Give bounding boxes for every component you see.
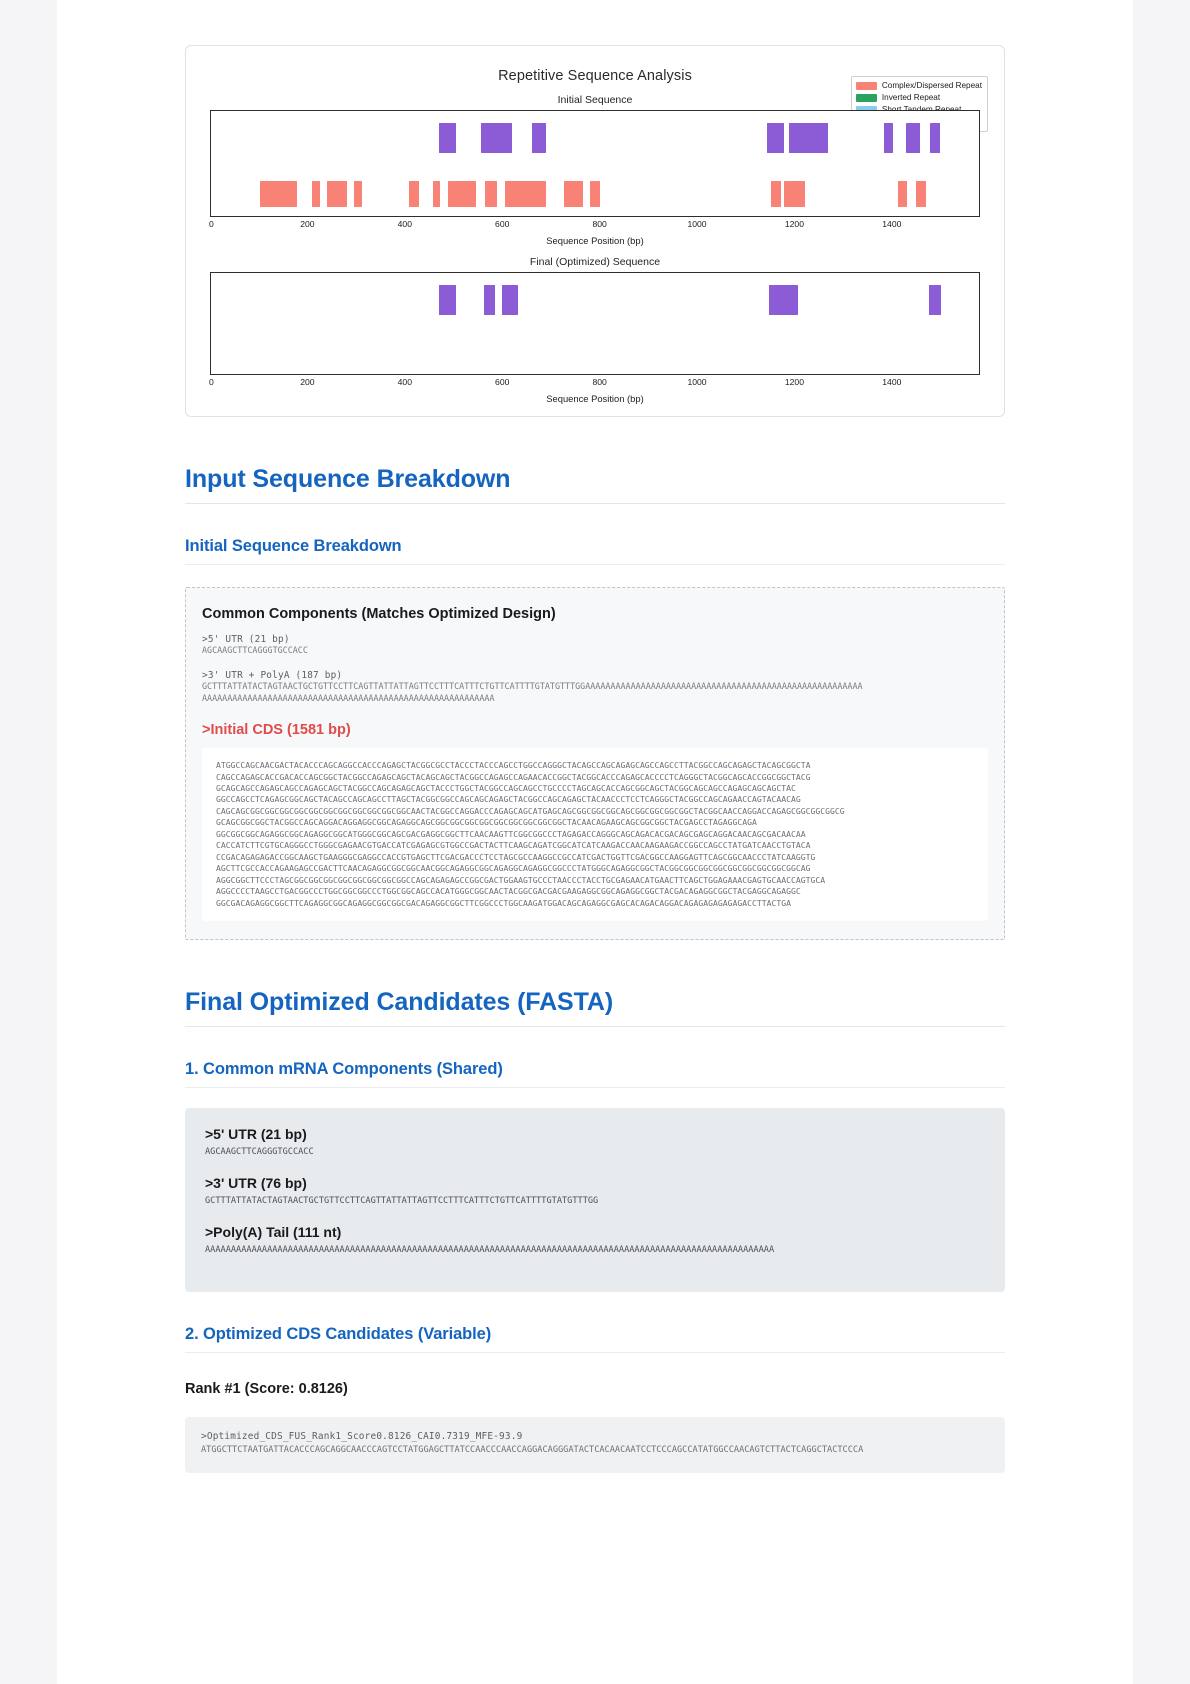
figure-title: Repetitive Sequence Analysis: [498, 68, 692, 84]
axis-tick-label: 1200: [784, 219, 804, 229]
axis-tick-label: 400: [397, 377, 412, 387]
axis-tick-label: 1400: [882, 219, 902, 229]
common-mrna-components-panel: [185, 1108, 1005, 1292]
utr3-header: >3' UTR + PolyA (187 bp): [202, 670, 343, 682]
feature-block: [484, 285, 495, 315]
mrna-utr3-sequence: GCTTTATTATACTAGTAACTGCTGTTCCTTCAGTTATTATTAGTTCCTTTCATTTCTGTTCATTTTGTATGTTTGG: [205, 1195, 599, 1206]
axis-tick-label: 800: [592, 377, 607, 387]
axis-tick-label: 1400: [882, 377, 902, 387]
feature-block: [590, 181, 600, 207]
axis-tick-label: 600: [495, 377, 510, 387]
feature-block: [439, 285, 456, 315]
legend-swatch-icon: [856, 94, 877, 102]
mrna-utr5-sequence: AGCAAGCTTCAGGGTGCCACC: [205, 1147, 314, 1158]
initial-cds-header: >Initial CDS (1581 bp): [202, 722, 351, 739]
rank1-fasta-panel: [185, 1417, 1005, 1473]
legend-label: Complex/Dispersed Repeat: [881, 80, 982, 90]
feature-block: [771, 181, 781, 207]
document-body: [57, 0, 1133, 1684]
initial-cds-line-9: CCGACAGAGAGACCGGCAAGCTGAAGGGCGAGGCCACCGTGAGCTTCGACGACCCTCCTAGCGCCAAGGCCGCCATCGACTGGTTCGACGGCCAAGGAGTTCAGCGGCAACCCTATCAAGGTG: [216, 851, 816, 862]
initial-cds-sequence-box: [202, 748, 988, 921]
initial-cds-line-13: GGCGACAGAGGCGGCTTCAGAGGCGGCAGAGGCGGCGGCGACAGAGGCGGCTTCGGCCCTGGCAAGATGGACAGCAGAGGCGAGCACAGACAGGACAGAGAGAGAGAGACCTTACTGA: [216, 897, 791, 908]
feature-block: [532, 123, 547, 153]
axis-tick-label: 800: [592, 219, 607, 229]
feature-block: [767, 123, 784, 153]
feature-block: [312, 181, 320, 207]
feature-block: [769, 285, 798, 315]
axis-tick-label: 400: [397, 219, 412, 229]
initial-cds-line-12: AGGCCCCTAAGCCTGACGGCCCTGGCGGCGGCCCTGGCGGCAGCCACATGGGCGGCAACTACGGCGACGACGAAGAGGCGGCAGAGGCGGCTACGACAGAGGCGGCTACGAGGCAGAGGC: [216, 886, 801, 897]
axis-tick-label: 1200: [784, 377, 804, 387]
axis-tick-label: 200: [300, 219, 315, 229]
axis-tick-label: 1000: [687, 377, 707, 387]
mrna-utr3-header: >3' UTR (76 bp): [205, 1174, 307, 1191]
feature-block: [789, 123, 828, 153]
legend-item-1: [856, 92, 982, 104]
initial-sequence-axis: [210, 217, 980, 237]
mrna-polya-header: >Poly(A) Tail (111 nt): [205, 1223, 342, 1240]
initial-cds-line-11: AGGCGGCTTCCCTAGCGGCGGCGGCGGCGGCGGCGGCGGCCAGCAGAGAGCCGGCGACTGGAAGTGCCCTAACCCTACCTGCGAGAACATGAACTTCAGCTGGAGAAACGAGTGCAACCAGTGCA: [216, 874, 826, 885]
final-sequence-track: [210, 272, 980, 375]
feature-block: [433, 181, 441, 207]
feature-block: [930, 123, 940, 153]
track1-title: Initial Sequence: [557, 94, 633, 106]
initial-cds-line-4: GGCCAGCCTCAGAGCGGCAGCTACAGCCAGCAGCCTTAGCTACGGCGGCCAGCAGCAGAGCTACGGCCAGCAGAGCTACAACCCTCCTCAGGGCTACGGCCAGCAGAACCAGTACAACAG: [216, 794, 801, 805]
axis-tick-label: 200: [300, 377, 315, 387]
axis-tick-label: 0: [209, 219, 214, 229]
utr5-block: [202, 634, 988, 656]
final-optimized-candidates-heading: Final Optimized Candidates (FASTA): [185, 988, 1005, 1027]
mrna-utr5-header: >5' UTR (21 bp): [205, 1126, 307, 1143]
utr3-polya-block: [202, 670, 988, 704]
repetitive-sequence-figure-card: [185, 45, 1005, 417]
rank1-heading: Rank #1 (Score: 0.8126): [185, 1381, 348, 1398]
feature-block: [409, 181, 419, 207]
initial-cds-line-7: GGCGGCGGCAGAGGCGGCAGAGGCGGCATGGGCGGCAGCGACGAGGCGGCTTCAACAAGTTCGGCGGCCCTAGAGACCAGGGCAGCAGACACGACAGCGAGCAGGACAACAGCGACAACAA: [216, 828, 806, 839]
feature-block: [898, 181, 906, 207]
input-sequence-breakdown-heading: Input Sequence Breakdown: [185, 465, 1005, 504]
legend-label: Inverted Repeat: [881, 92, 941, 102]
feature-block: [481, 123, 513, 153]
common-components-title: Common Components (Matches Optimized Design): [202, 606, 556, 622]
common-components-panel: [185, 587, 1005, 940]
feature-block: [485, 181, 496, 207]
optimized-cds-candidates-heading: 2. Optimized CDS Candidates (Variable): [185, 1325, 1005, 1353]
initial-cds-line-5: CAGCAGCGGCGGCGGCGGCGGCGGCGGCGGCGGCGGCGGCAACTACGGCCAGGACCCAGAGCAGCATGAGCAGCGGCGGCGGCAGCGGCGGCGGCGGCTACGGCAACCAGGACCAGAGCGGCGGCGGCG: [216, 805, 845, 816]
feature-block: [502, 285, 518, 315]
feature-block: [439, 123, 456, 153]
feature-block: [354, 181, 362, 207]
axis-tick-label: 1000: [687, 219, 707, 229]
feature-block: [564, 181, 582, 207]
track2-title: Final (Optimized) Sequence: [529, 256, 661, 268]
initial-cds-line-10: AGCTTCGCCACCAGAAGAGCCGACTTCAACAGAGGCGGCGGCAACGGCAGAGGCGGCAGAGGCAGAGGCGGCCCTATGGGCAGAGGCGGCTACGGCGGCGGCGGCGGCGGCGGCGGCGGCAG: [216, 863, 811, 874]
feature-block: [260, 181, 298, 207]
initial-cds-line-1: ATGGCCAGCAACGACTACACCCAGCAGGCCACCCAGAGCTACGGCGCCTACCCTACCCAGCCTGGCCAGGGCTACAGCCAGCAGAGCAGCCAGCCTTACGGCCAGCAGAGCTACAGCGGCTA: [216, 760, 811, 771]
feature-block: [784, 181, 804, 207]
feature-block: [505, 181, 546, 207]
rank1-sequence: ATGGCTTCTAATGATTACACCCAGCAGGCAACCCAGTCCTATGGAGCTTATCCAACCCAACCAGGACAGGGATACTCACAACAATCCTCCCAGCCATATGGCCAACAGTCTTACTCAGGCTACTCCCA: [201, 1445, 864, 1456]
axis-tick-label: 600: [495, 219, 510, 229]
rank1-fasta-header: >Optimized_CDS_FUS_Rank1_Score0.8126_CAI0.7319_MFE-93.9: [201, 1431, 523, 1443]
initial-cds-line-6: GCAGCGGCGGCTACGGCCAGCAGGACAGGAGGCGGCAGAGGCAGCGGCGGCGGCGGCGGCGGCGGCGGCGGCTACAACAGAAGCAGCGGCGGCTACGAGCCTAGAGGCAGA: [216, 817, 757, 828]
feature-block: [916, 181, 926, 207]
legend-item-0: [856, 80, 982, 92]
utr3-sequence-line-1: GCTTTATTATACTAGTAACTGCTGTTCCTTCAGTTATTATTAGTTCCTTTCATTTCTGTTCATTTTGTATGTTTGGAAAAAAAAAAAAAAAAAAAAAAAAAAAAAAAAAAAAAAAAAAAAAAAAAAAAAAA: [202, 681, 863, 692]
mrna-polya-sequence: AAAAAAAAAAAAAAAAAAAAAAAAAAAAAAAAAAAAAAAAAAAAAAAAAAAAAAAAAAAAAAAAAAAAAAAAAAAAAAAAAAAAAAAAAAAAAAAAAAAAAAAAAAAAAA: [205, 1244, 775, 1255]
initial-sequence-track: [210, 110, 980, 217]
feature-block: [448, 181, 476, 207]
legend-swatch-icon: [856, 82, 877, 90]
final-sequence-axis: [210, 375, 980, 395]
initial-cds-line-3: GCAGCAGCCAGAGCAGCCAGAGCAGCTACGGCCAGCAGAGCAGCTACCCTGGCTACGGCCAGCAGCCTGCCCCTAGCAGCACCAGCGGCAGCTACGGCAGCAGCCAGAGCAGCAGCTAC: [216, 783, 796, 793]
utr3-sequence-line-2: AAAAAAAAAAAAAAAAAAAAAAAAAAAAAAAAAAAAAAAAAAAAAAAAAAAAAAAAAA: [202, 692, 495, 703]
common-mrna-components-heading: 1. Common mRNA Components (Shared): [185, 1060, 1005, 1088]
initial-cds-line-8: CACCATCTTCGTGCAGGGCCTGGGCGAGAACGTGACCATCGAGAGCGTGGCCGACTACTTCAAGCAGATCGGCATCATCAAGACCAACAAGAAGACCGGCCAGCCTATGATCAACCTGTACA: [216, 840, 811, 851]
initial-axis-title: Sequence Position (bp): [546, 235, 644, 246]
initial-sequence-breakdown-heading: Initial Sequence Breakdown: [185, 537, 1005, 565]
utr5-sequence: AGCAAGCTTCAGGGTGCCACC: [202, 645, 308, 655]
feature-block: [327, 181, 347, 207]
feature-block: [884, 123, 894, 153]
content-column: [185, 45, 1005, 1473]
initial-cds-line-2: CAGCCAGAGCACCGACACCAGCGGCTACGGCCAGAGCAGCTACAGCAGCTACGGCCAGAGCCAGAACACCGGCTACGGCACCCAGAGCACCCCTCAGGGCTACGGCAGCACCGGCGGCTACG: [216, 771, 811, 782]
final-axis-title: Sequence Position (bp): [546, 393, 644, 404]
axis-tick-label: 0: [209, 377, 214, 387]
feature-block: [906, 123, 921, 153]
feature-block: [929, 285, 941, 315]
utr5-header: >5' UTR (21 bp): [202, 634, 290, 645]
